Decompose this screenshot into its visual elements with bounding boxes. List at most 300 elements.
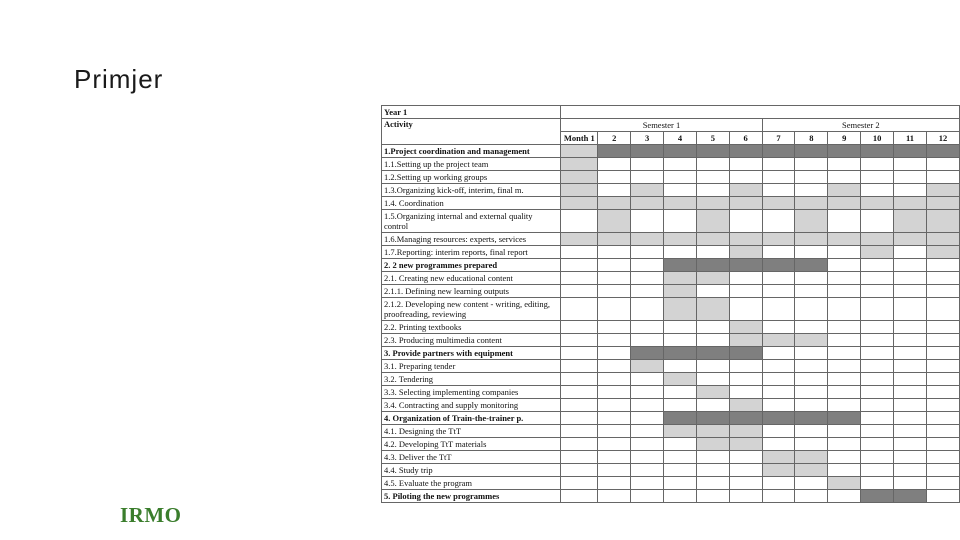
activity-label: 2.2. Printing textbooks <box>382 321 561 334</box>
gantt-cell-month-11 <box>894 210 927 233</box>
gantt-cell-month-1 <box>561 298 598 321</box>
gantt-cell-month-5 <box>696 272 729 285</box>
activity-label: 1.4. Coordination <box>382 197 561 210</box>
gantt-cell-month-7 <box>762 399 795 412</box>
gantt-cell-month-2 <box>598 197 631 210</box>
gantt-cell-month-9 <box>828 373 861 386</box>
month-header-4: 4 <box>664 132 697 145</box>
gantt-cell-month-6 <box>729 298 762 321</box>
gantt-cell-month-4 <box>664 347 697 360</box>
gantt-cell-month-6 <box>729 451 762 464</box>
gantt-cell-month-4 <box>664 386 697 399</box>
gantt-cell-month-12 <box>926 197 959 210</box>
year-row <box>382 106 960 119</box>
gantt-cell-month-3 <box>631 171 664 184</box>
gantt-cell-month-1 <box>561 425 598 438</box>
gantt-cell-month-4 <box>664 360 697 373</box>
gantt-cell-month-9 <box>828 259 861 272</box>
gantt-cell-month-7 <box>762 490 795 503</box>
gantt-cell-month-9 <box>828 184 861 197</box>
gantt-cell-month-7 <box>762 373 795 386</box>
activity-label: 3.4. Contracting and supply monitoring <box>382 399 561 412</box>
gantt-cell-month-6 <box>729 386 762 399</box>
gantt-cell-month-8 <box>795 233 828 246</box>
gantt-cell-month-1 <box>561 197 598 210</box>
gantt-cell-month-11 <box>894 386 927 399</box>
semester-row <box>382 119 960 132</box>
gantt-cell-month-9 <box>828 386 861 399</box>
gantt-cell-month-11 <box>894 259 927 272</box>
activity-label: 4.1. Designing the TtT <box>382 425 561 438</box>
gantt-cell-month-9 <box>828 246 861 259</box>
gantt-cell-month-1 <box>561 360 598 373</box>
gantt-cell-month-2 <box>598 386 631 399</box>
gantt-cell-month-7 <box>762 438 795 451</box>
activity-row <box>382 373 960 386</box>
gantt-cell-month-12 <box>926 298 959 321</box>
gantt-cell-month-6 <box>729 272 762 285</box>
activity-row <box>382 360 960 373</box>
gantt-cell-month-3 <box>631 233 664 246</box>
gantt-cell-month-5 <box>696 184 729 197</box>
gantt-cell-month-8 <box>795 347 828 360</box>
gantt-cell-month-2 <box>598 259 631 272</box>
slide-title: Primjer <box>74 64 164 94</box>
gantt-cell-month-12 <box>926 386 959 399</box>
gantt-cell-month-1 <box>561 373 598 386</box>
gantt-table <box>381 105 960 503</box>
gantt-cell-month-3 <box>631 464 664 477</box>
gantt-cell-month-10 <box>861 425 894 438</box>
gantt-cell-month-10 <box>861 464 894 477</box>
activity-label: 1.1.Setting up the project team <box>382 158 561 171</box>
gantt-cell-month-7 <box>762 210 795 233</box>
gantt-cell-month-10 <box>861 360 894 373</box>
gantt-cell-month-3 <box>631 477 664 490</box>
gantt-cell-month-12 <box>926 321 959 334</box>
gantt-cell-month-3 <box>631 246 664 259</box>
gantt-cell-month-4 <box>664 412 697 425</box>
gantt-cell-month-1 <box>561 347 598 360</box>
gantt-cell-month-7 <box>762 233 795 246</box>
gantt-cell-month-4 <box>664 272 697 285</box>
gantt-cell-month-7 <box>762 412 795 425</box>
gantt-cell-month-5 <box>696 171 729 184</box>
gantt-cell-month-7 <box>762 451 795 464</box>
gantt-cell-month-6 <box>729 477 762 490</box>
activity-label: 2.3. Producing multimedia content <box>382 334 561 347</box>
gantt-cell-month-8 <box>795 425 828 438</box>
gantt-cell-month-2 <box>598 373 631 386</box>
gantt-cell-month-3 <box>631 386 664 399</box>
gantt-cell-month-5 <box>696 246 729 259</box>
gantt-cell-month-6 <box>729 373 762 386</box>
gantt-cell-month-8 <box>795 158 828 171</box>
gantt-cell-month-5 <box>696 477 729 490</box>
gantt-cell-month-8 <box>795 386 828 399</box>
gantt-cell-month-2 <box>598 158 631 171</box>
gantt-cell-month-10 <box>861 321 894 334</box>
gantt-cell-month-5 <box>696 360 729 373</box>
gantt-cell-month-1 <box>561 477 598 490</box>
gantt-cell-month-12 <box>926 184 959 197</box>
gantt-cell-month-2 <box>598 321 631 334</box>
gantt-cell-month-7 <box>762 184 795 197</box>
gantt-cell-month-12 <box>926 399 959 412</box>
gantt-cell-month-4 <box>664 477 697 490</box>
gantt-cell-month-6 <box>729 490 762 503</box>
activity-label: 1.Project coordination and management <box>382 145 561 158</box>
gantt-cell-month-9 <box>828 298 861 321</box>
gantt-cell-month-6 <box>729 347 762 360</box>
gantt-cell-month-6 <box>729 360 762 373</box>
gantt-cell-month-12 <box>926 477 959 490</box>
gantt-cell-month-12 <box>926 373 959 386</box>
activity-row <box>382 285 960 298</box>
gantt-cell-month-11 <box>894 334 927 347</box>
gantt-cell-month-10 <box>861 285 894 298</box>
gantt-cell-month-2 <box>598 451 631 464</box>
gantt-cell-month-3 <box>631 158 664 171</box>
gantt-cell-month-5 <box>696 145 729 158</box>
gantt-cell-month-9 <box>828 210 861 233</box>
gantt-cell-month-10 <box>861 233 894 246</box>
gantt-cell-month-12 <box>926 425 959 438</box>
gantt-cell-month-10 <box>861 386 894 399</box>
gantt-cell-month-9 <box>828 451 861 464</box>
gantt-cell-month-9 <box>828 438 861 451</box>
activity-label: 3.1. Preparing tender <box>382 360 561 373</box>
gantt-cell-month-10 <box>861 334 894 347</box>
gantt-cell-month-10 <box>861 246 894 259</box>
gantt-cell-month-7 <box>762 171 795 184</box>
gantt-cell-month-3 <box>631 285 664 298</box>
gantt-cell-month-10 <box>861 373 894 386</box>
gantt-cell-month-5 <box>696 334 729 347</box>
gantt-cell-month-5 <box>696 158 729 171</box>
gantt-cell-month-12 <box>926 334 959 347</box>
gantt-cell-month-8 <box>795 490 828 503</box>
gantt-cell-month-8 <box>795 360 828 373</box>
gantt-cell-month-4 <box>664 259 697 272</box>
gantt-cell-month-6 <box>729 464 762 477</box>
gantt-cell-month-9 <box>828 477 861 490</box>
gantt-cell-month-1 <box>561 158 598 171</box>
gantt-cell-month-11 <box>894 438 927 451</box>
activity-row <box>382 210 960 233</box>
gantt-cell-month-11 <box>894 451 927 464</box>
activity-label: 3.2. Tendering <box>382 373 561 386</box>
gantt-cell-month-9 <box>828 158 861 171</box>
gantt-cell-month-7 <box>762 285 795 298</box>
gantt-cell-month-10 <box>861 477 894 490</box>
month-header-5: 5 <box>696 132 729 145</box>
gantt-cell-month-7 <box>762 321 795 334</box>
gantt-cell-month-7 <box>762 158 795 171</box>
gantt-cell-month-2 <box>598 184 631 197</box>
gantt-cell-month-3 <box>631 412 664 425</box>
gantt-cell-month-6 <box>729 285 762 298</box>
activity-row <box>382 321 960 334</box>
gantt-cell-month-2 <box>598 360 631 373</box>
gantt-cell-month-3 <box>631 210 664 233</box>
gantt-cell-month-2 <box>598 272 631 285</box>
gantt-cell-month-4 <box>664 184 697 197</box>
activity-row <box>382 158 960 171</box>
gantt-cell-month-4 <box>664 145 697 158</box>
semester-2-header: Semester 2 <box>762 119 959 132</box>
gantt-cell-month-11 <box>894 285 927 298</box>
gantt-cell-month-3 <box>631 184 664 197</box>
gantt-cell-month-6 <box>729 233 762 246</box>
gantt-cell-month-4 <box>664 399 697 412</box>
gantt-cell-month-12 <box>926 145 959 158</box>
gantt-cell-month-7 <box>762 259 795 272</box>
activity-label: 1.3.Organizing kick-off, interim, final m. <box>382 184 561 197</box>
activity-group-row <box>382 490 960 503</box>
gantt-cell-month-3 <box>631 438 664 451</box>
gantt-cell-month-9 <box>828 321 861 334</box>
gantt-cell-month-8 <box>795 171 828 184</box>
gantt-cell-month-1 <box>561 285 598 298</box>
gantt-cell-month-1 <box>561 438 598 451</box>
gantt-cell-month-9 <box>828 334 861 347</box>
gantt-cell-month-1 <box>561 233 598 246</box>
gantt-cell-month-1 <box>561 210 598 233</box>
gantt-cell-month-8 <box>795 412 828 425</box>
gantt-cell-month-10 <box>861 259 894 272</box>
gantt-cell-month-4 <box>664 438 697 451</box>
gantt-cell-month-11 <box>894 425 927 438</box>
gantt-cell-month-1 <box>561 334 598 347</box>
gantt-cell-month-5 <box>696 321 729 334</box>
gantt-cell-month-9 <box>828 425 861 438</box>
gantt-cell-month-11 <box>894 477 927 490</box>
activity-label: 2. 2 new programmes prepared <box>382 259 561 272</box>
gantt-cell-month-3 <box>631 425 664 438</box>
year-label: Year 1 <box>382 106 561 119</box>
gantt-cell-month-4 <box>664 298 697 321</box>
gantt-cell-month-6 <box>729 246 762 259</box>
gantt-cell-month-11 <box>894 321 927 334</box>
gantt-cell-month-10 <box>861 158 894 171</box>
gantt-cell-month-10 <box>861 412 894 425</box>
activity-row <box>382 197 960 210</box>
gantt-cell-month-8 <box>795 399 828 412</box>
gantt-cell-month-11 <box>894 184 927 197</box>
gantt-cell-month-6 <box>729 210 762 233</box>
gantt-cell-month-3 <box>631 145 664 158</box>
gantt-cell-month-11 <box>894 197 927 210</box>
gantt-cell-month-8 <box>795 272 828 285</box>
gantt-cell-month-8 <box>795 477 828 490</box>
gantt-cell-month-9 <box>828 233 861 246</box>
gantt-cell-month-2 <box>598 490 631 503</box>
gantt-cell-month-8 <box>795 210 828 233</box>
gantt-cell-month-1 <box>561 184 598 197</box>
gantt-cell-month-6 <box>729 412 762 425</box>
gantt-cell-month-5 <box>696 425 729 438</box>
gantt-cell-month-3 <box>631 259 664 272</box>
gantt-cell-month-7 <box>762 347 795 360</box>
activity-header: Activity <box>382 119 561 145</box>
activity-label: 3. Provide partners with equipment <box>382 347 561 360</box>
gantt-cell-month-9 <box>828 145 861 158</box>
gantt-cell-month-5 <box>696 197 729 210</box>
gantt-cell-month-11 <box>894 490 927 503</box>
gantt-cell-month-12 <box>926 246 959 259</box>
gantt-cell-month-3 <box>631 321 664 334</box>
gantt-cell-month-5 <box>696 259 729 272</box>
gantt-cell-month-3 <box>631 490 664 503</box>
gantt-cell-month-12 <box>926 360 959 373</box>
gantt-cell-month-5 <box>696 399 729 412</box>
semester-1-header: Semester 1 <box>561 119 762 132</box>
gantt-cell-month-2 <box>598 171 631 184</box>
gantt-cell-month-4 <box>664 197 697 210</box>
gantt-cell-month-9 <box>828 347 861 360</box>
gantt-cell-month-1 <box>561 490 598 503</box>
gantt-cell-month-11 <box>894 145 927 158</box>
gantt-cell-month-3 <box>631 347 664 360</box>
gantt-cell-month-3 <box>631 197 664 210</box>
gantt-cell-month-8 <box>795 464 828 477</box>
gantt-cell-month-7 <box>762 334 795 347</box>
gantt-cell-month-1 <box>561 321 598 334</box>
gantt-cell-month-9 <box>828 490 861 503</box>
month-header-6: 6 <box>729 132 762 145</box>
gantt-cell-month-8 <box>795 438 828 451</box>
gantt-cell-month-11 <box>894 233 927 246</box>
gantt-cell-month-2 <box>598 412 631 425</box>
gantt-cell-month-3 <box>631 334 664 347</box>
activity-label: 1.7.Reporting: interim reports, final report <box>382 246 561 259</box>
gantt-cell-month-1 <box>561 412 598 425</box>
gantt-cell-month-7 <box>762 246 795 259</box>
gantt-cell-month-12 <box>926 347 959 360</box>
gantt-cell-month-2 <box>598 399 631 412</box>
gantt-cell-month-1 <box>561 464 598 477</box>
gantt-cell-month-2 <box>598 285 631 298</box>
activity-group-row <box>382 347 960 360</box>
gantt-body <box>382 106 960 503</box>
activity-label: 3.3. Selecting implementing companies <box>382 386 561 399</box>
gantt-cell-month-9 <box>828 272 861 285</box>
gantt-cell-month-2 <box>598 334 631 347</box>
gantt-cell-month-2 <box>598 298 631 321</box>
gantt-cell-month-11 <box>894 272 927 285</box>
gantt-cell-month-5 <box>696 347 729 360</box>
gantt-cell-month-8 <box>795 334 828 347</box>
gantt-cell-month-5 <box>696 438 729 451</box>
gantt-cell-month-2 <box>598 246 631 259</box>
month-header-7: 7 <box>762 132 795 145</box>
gantt-cell-month-12 <box>926 285 959 298</box>
gantt-cell-month-5 <box>696 233 729 246</box>
activity-row <box>382 171 960 184</box>
activity-group-row <box>382 412 960 425</box>
gantt-cell-month-5 <box>696 412 729 425</box>
gantt-cell-month-2 <box>598 145 631 158</box>
gantt-cell-month-11 <box>894 360 927 373</box>
gantt-cell-month-12 <box>926 412 959 425</box>
month-header-12: 12 <box>926 132 959 145</box>
gantt-cell-month-6 <box>729 145 762 158</box>
gantt-cell-month-1 <box>561 259 598 272</box>
gantt-cell-month-5 <box>696 298 729 321</box>
activity-label: 1.2.Setting up working groups <box>382 171 561 184</box>
year-blank <box>561 106 960 119</box>
gantt-cell-month-11 <box>894 464 927 477</box>
activity-label: 1.5.Organizing internal and external quality control <box>382 210 561 233</box>
gantt-cell-month-1 <box>561 399 598 412</box>
month-header-11: 11 <box>894 132 927 145</box>
gantt-cell-month-4 <box>664 373 697 386</box>
gantt-cell-month-7 <box>762 425 795 438</box>
gantt-cell-month-6 <box>729 321 762 334</box>
gantt-cell-month-5 <box>696 490 729 503</box>
gantt-cell-month-12 <box>926 158 959 171</box>
gantt-cell-month-11 <box>894 399 927 412</box>
gantt-cell-month-6 <box>729 399 762 412</box>
irmo-logo: IRMO <box>120 503 182 527</box>
gantt-cell-month-5 <box>696 373 729 386</box>
activity-row <box>382 425 960 438</box>
gantt-cell-month-8 <box>795 373 828 386</box>
gantt-cell-month-12 <box>926 464 959 477</box>
gantt-cell-month-7 <box>762 298 795 321</box>
gantt-cell-month-2 <box>598 438 631 451</box>
gantt-cell-month-9 <box>828 197 861 210</box>
activity-label: 4.2. Developing TtT materials <box>382 438 561 451</box>
gantt-cell-month-1 <box>561 171 598 184</box>
month-header-8: 8 <box>795 132 828 145</box>
gantt-cell-month-6 <box>729 158 762 171</box>
gantt-cell-month-12 <box>926 233 959 246</box>
gantt-cell-month-4 <box>664 158 697 171</box>
gantt-cell-month-5 <box>696 210 729 233</box>
gantt-cell-month-12 <box>926 272 959 285</box>
gantt-cell-month-10 <box>861 145 894 158</box>
activity-label: 4.4. Study trip <box>382 464 561 477</box>
gantt-cell-month-10 <box>861 184 894 197</box>
gantt-cell-month-3 <box>631 373 664 386</box>
gantt-cell-month-10 <box>861 451 894 464</box>
gantt-cell-month-9 <box>828 171 861 184</box>
gantt-cell-month-4 <box>664 334 697 347</box>
gantt-cell-month-10 <box>861 272 894 285</box>
gantt-cell-month-5 <box>696 285 729 298</box>
month-header-9: 9 <box>828 132 861 145</box>
activity-row <box>382 386 960 399</box>
activity-row <box>382 451 960 464</box>
gantt-cell-month-10 <box>861 438 894 451</box>
gantt-cell-month-2 <box>598 210 631 233</box>
gantt-cell-month-12 <box>926 490 959 503</box>
gantt-cell-month-12 <box>926 210 959 233</box>
gantt-cell-month-9 <box>828 285 861 298</box>
gantt-cell-month-9 <box>828 464 861 477</box>
activity-label: 2.1. Creating new educational content <box>382 272 561 285</box>
gantt-cell-month-10 <box>861 171 894 184</box>
gantt-cell-month-11 <box>894 171 927 184</box>
activity-label: 4.3. Deliver the TtT <box>382 451 561 464</box>
activity-row <box>382 334 960 347</box>
gantt-cell-month-4 <box>664 210 697 233</box>
gantt-cell-month-2 <box>598 464 631 477</box>
gantt-cell-month-4 <box>664 321 697 334</box>
gantt-cell-month-8 <box>795 145 828 158</box>
